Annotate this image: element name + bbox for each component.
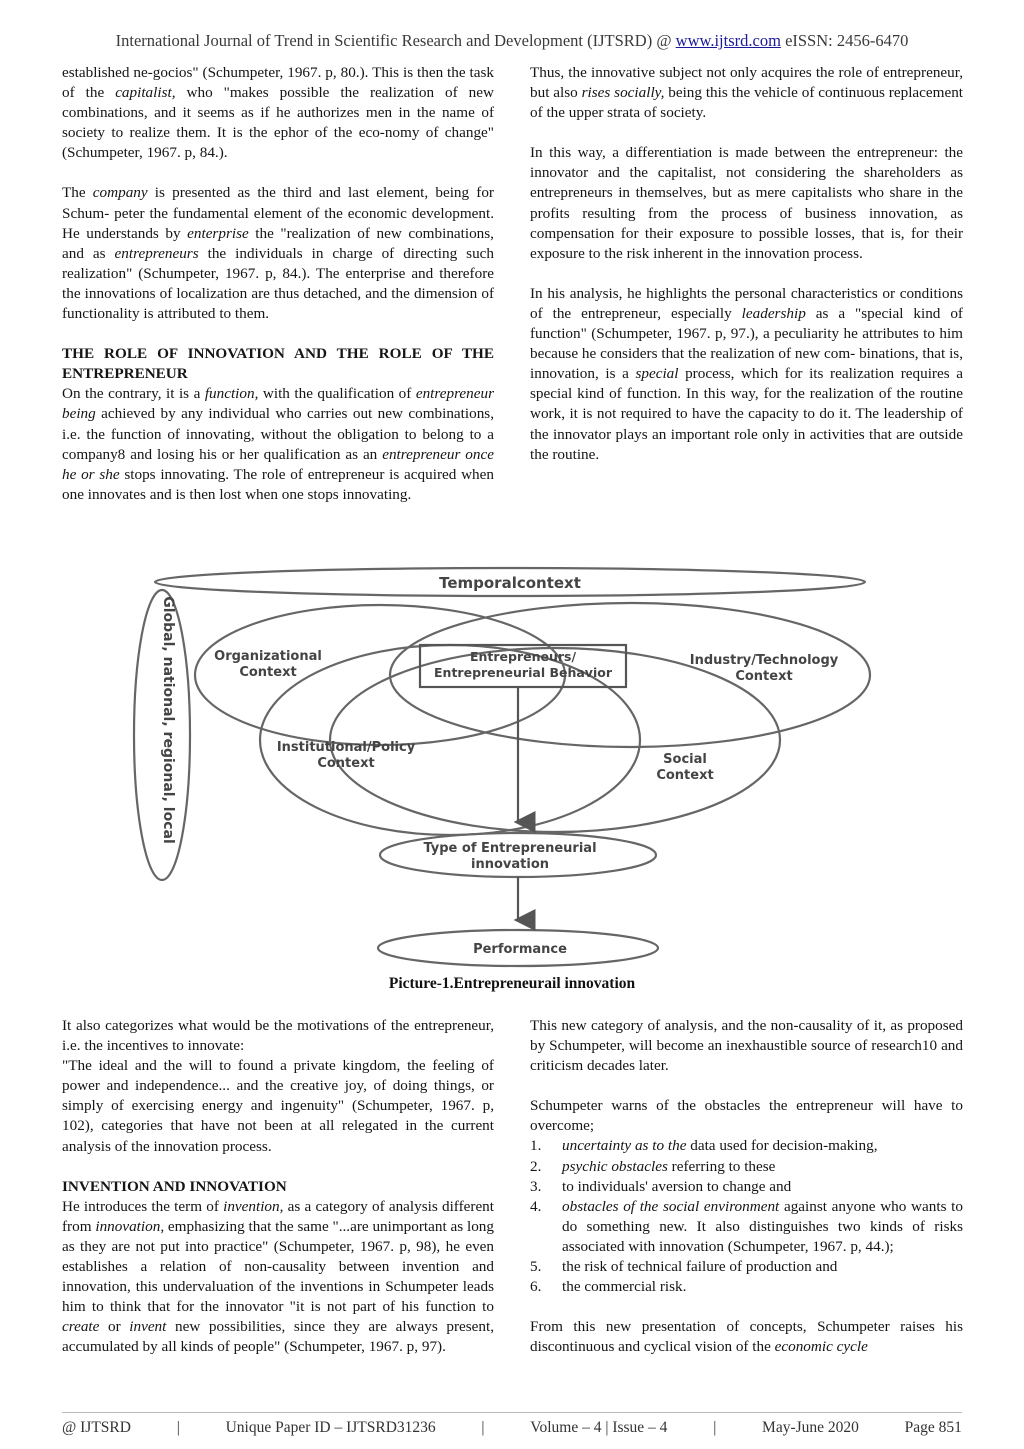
- paragraph: [62, 63, 494, 163]
- figure-caption: Picture-1.Entrepreneurail innovation: [388, 975, 636, 992]
- text: the individuals in charge of directing such realization" (Schumpeter, 1967. p, 84.). The enterprise and therefore the innovations of localization are thus detached, and the dimension of functionality is attributed to them.: [62, 244, 494, 323]
- entrepreneur-label-1: Entrepreneurs/: [469, 649, 577, 664]
- left-column-top: [62, 63, 494, 505]
- text: as a "special kind of function" (Schumpeter, 1967. p, 97.), a peculiarity he attributes to him because he considers that the realization of new com- binations, that is, innovation, is a: [530, 304, 963, 383]
- paragraph: [530, 63, 963, 123]
- emphasis: obstacles of the social environment: [562, 1197, 780, 1215]
- emphasis: economic cycle: [774, 1338, 868, 1356]
- emphasis: company: [92, 184, 148, 202]
- text: Thus, the innovative subject not only acquires the role of entrepreneur, but also: [530, 64, 963, 102]
- list-item: [530, 1277, 963, 1297]
- emphasis: uncertainty as to the: [562, 1137, 687, 1155]
- text: data used for decision-making,: [686, 1137, 878, 1155]
- emphasis: entrepreneurs: [114, 244, 199, 262]
- left-column-bottom: [62, 1016, 494, 1358]
- emphasis: function,: [204, 385, 259, 403]
- text: against anyone who wants to do something new. It also distinguishes two kinds of risks associated with innovation (Schumpeter, 1967. p, 44.);: [562, 1197, 963, 1255]
- text: achieved by any individual who carries out new combinations, i.e. the function of innovating, without the obligation to belong to a company8 and losing his or her qualification as an: [62, 405, 494, 463]
- footer-page: Page 851: [904, 1419, 962, 1436]
- text: process, which for its realization requires a special kind of function. In this way, for the realization of the routine work, it is not required to have the capacity to do it. The leadership of the innovator plays an important role only in activities that are outside the routine.: [530, 365, 963, 463]
- paragraph: It also categorizes what would be the motivations of the entrepreneur, i.e. the incentives to innovate:: [62, 1017, 494, 1055]
- paragraph: This new category of analysis, and the non-causality of it, as proposed by Schumpeter, will become an inexhaustible source of research10 and criticism decades later.: [530, 1017, 963, 1075]
- emphasis: special: [635, 365, 679, 383]
- right-column-top: [530, 63, 963, 465]
- text: to individuals' aversion to change and: [562, 1177, 792, 1195]
- list-item: [530, 1257, 963, 1277]
- header-suffix: eISSN: 2456-6470: [780, 31, 909, 50]
- footer-separator: |: [481, 1419, 485, 1436]
- organizational-label-2: Context: [239, 665, 297, 680]
- section-heading: THE ROLE OF INNOVATION AND THE ROLE OF THE ENTREPRENEUR: [62, 345, 494, 383]
- institutional-label-1: Institutional/Policy: [276, 740, 416, 755]
- emphasis: entrepreneur once he or she: [62, 445, 494, 483]
- entrepreneurial-innovation-diagram: [130, 560, 890, 970]
- text: established ne-gocios" (Schumpeter, 1967. p, 80.). This is then the task of the: [62, 64, 494, 102]
- item-number: 6.: [530, 1278, 542, 1296]
- text: , emphasizing that the same "...are unimportant as long as they are not put into practice" (Schumpeter, 1967. p, 98), he even establishes a relation of non-causality between invention and innovation, this undervaluation of the inventions in Schumpeter leads him to think that for the innovator "it is not part of his function to: [62, 1217, 494, 1316]
- paragraph: Schumpeter warns of the obstacles the entrepreneur will have to overcome;: [530, 1097, 963, 1135]
- paragraph: In this way, a differentiation is made between the entrepreneur: the innovator and the capitalist, not considering the shareholders as entrepreneurs in themselves, but as mere capitalists who share in the profits resulting from the process of business innovation, as compensation for their exposure to possible losses, that is, for their exposure to the risk inherent in the innovation process.: [530, 144, 963, 262]
- paragraph: [62, 1197, 494, 1358]
- paragraph: [530, 1317, 963, 1357]
- list-item: [530, 1157, 963, 1177]
- list-item: [530, 1136, 963, 1156]
- right-column-bottom: [530, 1016, 963, 1357]
- industry-label-1: Industry/Technology: [689, 653, 839, 668]
- emphasis: capitalist,: [115, 84, 176, 102]
- text: with the qualification of: [258, 385, 416, 403]
- text: the risk of technical failure of production and: [562, 1258, 838, 1276]
- emphasis: entrepreneur being: [62, 385, 494, 423]
- text: In his analysis, he highlights the personal characteristics or conditions of the entrepreneur, especially: [530, 284, 963, 322]
- section-heading: INVENTION AND INNOVATION: [62, 1177, 287, 1195]
- emphasis: enterprise: [187, 224, 249, 242]
- text: is presented as the third and last element, being for Schum- peter the fundamental element of the economic development. He understands by: [62, 184, 494, 242]
- text: From this new presentation of concepts, Schumpeter raises his discontinuous and cyclical vision of the: [530, 1318, 963, 1356]
- header-prefix: International Journal of Trend in Scientific Research and Development (IJTSRD) @: [115, 31, 676, 50]
- journal-link[interactable]: www.ijtsrd.com: [675, 31, 781, 50]
- text: He introduces the term of: [62, 1197, 224, 1215]
- item-number: 1.: [530, 1137, 542, 1155]
- item-number: 4.: [530, 1197, 542, 1215]
- obstacles-list: [530, 1136, 963, 1297]
- social-label-2: Context: [656, 768, 714, 783]
- footer-journal: @ IJTSRD: [62, 1419, 131, 1436]
- item-number: 3.: [530, 1177, 542, 1195]
- emphasis: psychic obstacles: [562, 1157, 668, 1175]
- footer-paper-id: Unique Paper ID – IJTSRD31236: [225, 1419, 436, 1436]
- emphasis: invention,: [223, 1197, 284, 1215]
- footer-separator: |: [713, 1419, 717, 1436]
- list-item: [530, 1197, 963, 1257]
- performance-label: Performance: [473, 942, 567, 957]
- footer-separator: |: [176, 1419, 180, 1436]
- emphasis: invent: [129, 1318, 167, 1336]
- institutional-label-2: Context: [317, 756, 375, 771]
- emphasis: innovation: [95, 1217, 161, 1235]
- innovation-type-label-2: innovation: [471, 857, 549, 872]
- text: the "realization of new combinations, and as: [62, 224, 494, 262]
- paragraph: [62, 384, 494, 505]
- running-header: [0, 31, 1024, 51]
- emphasis: create: [62, 1318, 100, 1336]
- list-item: [530, 1177, 963, 1197]
- text: the commercial risk.: [562, 1278, 687, 1296]
- organizational-label-1: Organizational: [214, 649, 322, 664]
- entrepreneur-label-2: Entrepreneurial Behavior: [434, 665, 612, 680]
- temporal-context-label: Temporalcontext: [439, 574, 581, 592]
- text: On the contrary, it is a: [62, 385, 205, 403]
- paragraph: [530, 284, 963, 465]
- text: referring to these: [667, 1157, 776, 1175]
- quote-paragraph: "The ideal and the will to found a private kingdom, the feeling of power and independence... and the creative joy, of doing things, or simply of exercising energy and ingenuity" (Schumpeter, 1967. p, 102), categories that have not been at all relegated in the current analysis of the innovation process.: [62, 1057, 494, 1155]
- innovation-type-label-1: Type of Entrepreneurial: [423, 841, 597, 856]
- emphasis: rises socially,: [581, 84, 665, 102]
- social-label-1: Social: [663, 752, 707, 767]
- text: as a category of analysis different from: [62, 1197, 494, 1235]
- footer-volume: Volume – 4 | Issue – 4: [530, 1419, 668, 1436]
- industry-label-2: Context: [735, 669, 793, 684]
- running-footer: [62, 1419, 962, 1437]
- text: being this the vehicle of continuous replacement of the upper strata of society.: [530, 84, 964, 122]
- paragraph: [62, 183, 494, 324]
- text: The: [62, 184, 93, 202]
- text: stops innovating. The role of entrepreneur is acquired when one innovates and is then lost when one stops innovating.: [62, 465, 494, 503]
- item-number: 5.: [530, 1258, 542, 1276]
- text: or: [99, 1318, 130, 1336]
- emphasis: leadership: [741, 304, 806, 322]
- footer-rule: [62, 1412, 962, 1413]
- global-context-label: Global, national, regional, local: [160, 596, 176, 844]
- footer-date: May-June 2020: [762, 1419, 859, 1436]
- text: new possibilities, since they are always present, accumulated by all kinds of people" (Schumpeter, 1967. p, 97).: [62, 1318, 495, 1356]
- item-number: 2.: [530, 1157, 542, 1175]
- text: who "makes possible the realization of new combinations, and it seems as if he authorizes men in the name of society to realize them. It is the ephor of the eco-nomy of change" (Schumpeter, 1967. p, 84.).: [62, 84, 494, 162]
